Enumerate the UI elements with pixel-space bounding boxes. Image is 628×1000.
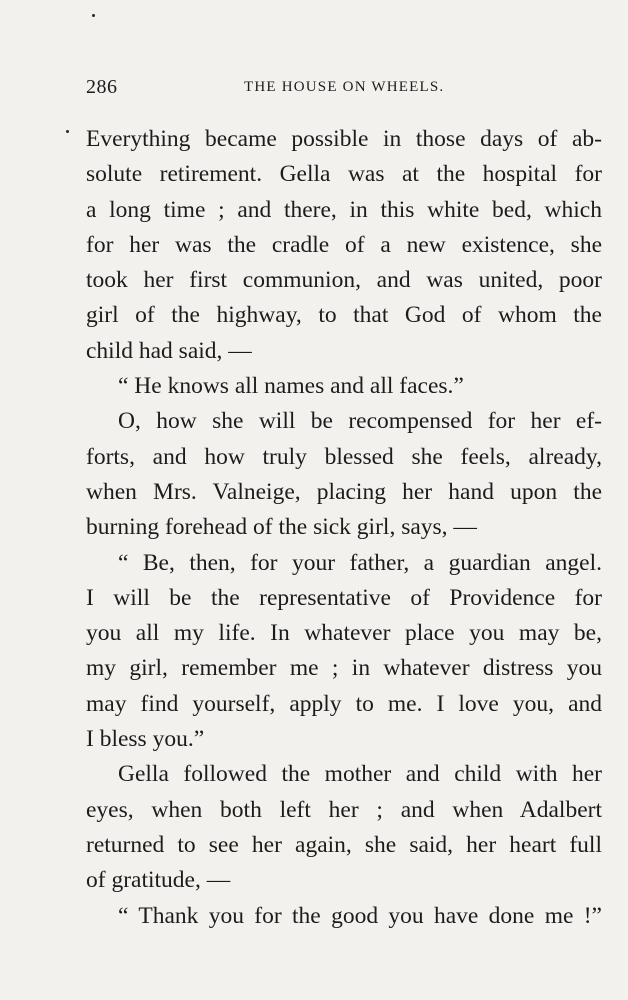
text-line: I bless you.” bbox=[86, 726, 205, 753]
text-line: a long time ; and there, in this white bed, which bbox=[86, 196, 602, 223]
page-header bbox=[86, 76, 606, 106]
text-line: of gratitude, — bbox=[86, 867, 231, 894]
text-line: child had said, — bbox=[86, 337, 252, 364]
text-line: when Mrs. Valneige, placing her hand upon the bbox=[86, 478, 602, 505]
ink-speck bbox=[66, 130, 69, 133]
text-line: solute retirement. Gella was at the hospital for bbox=[86, 161, 602, 188]
text-line: “ Thank you for the good you have done me !” bbox=[118, 902, 602, 929]
text-line: may find yourself, apply to me. I love you, and bbox=[86, 690, 602, 717]
text-line: returned to see her again, she said, her heart full bbox=[86, 831, 602, 858]
text-line: burning forehead of the sick girl, says, — bbox=[86, 514, 477, 541]
text-line: you all my life. In whatever place you may be, bbox=[86, 620, 602, 647]
body-text bbox=[86, 122, 602, 934]
text-line: eyes, when both left her ; and when Adalbert bbox=[86, 796, 602, 823]
page-number: 286 bbox=[86, 76, 118, 98]
running-head: THE HOUSE ON WHEELS. bbox=[244, 79, 445, 95]
text-line: took her first communion, and was united, poor bbox=[86, 267, 602, 294]
text-line: for her was the cradle of a new existence, she bbox=[86, 231, 602, 258]
text-line: girl of the highway, to that God of whom the bbox=[86, 302, 602, 329]
text-line: Gella followed the mother and child with her bbox=[118, 761, 602, 788]
text-line: I will be the representative of Providence for bbox=[86, 584, 602, 611]
ink-speck bbox=[92, 14, 95, 17]
text-line: “ Be, then, for your father, a guardian angel. bbox=[118, 549, 602, 576]
text-line: forts, and how truly blessed she feels, already, bbox=[86, 443, 602, 470]
text-line: “ He knows all names and all faces.” bbox=[118, 373, 464, 400]
text-line: O, how she will be recompensed for her ef- bbox=[118, 408, 602, 435]
text-line: my girl, remember me ; in whatever distress you bbox=[86, 655, 602, 682]
text-line: Everything became possible in those days of ab- bbox=[86, 126, 602, 152]
